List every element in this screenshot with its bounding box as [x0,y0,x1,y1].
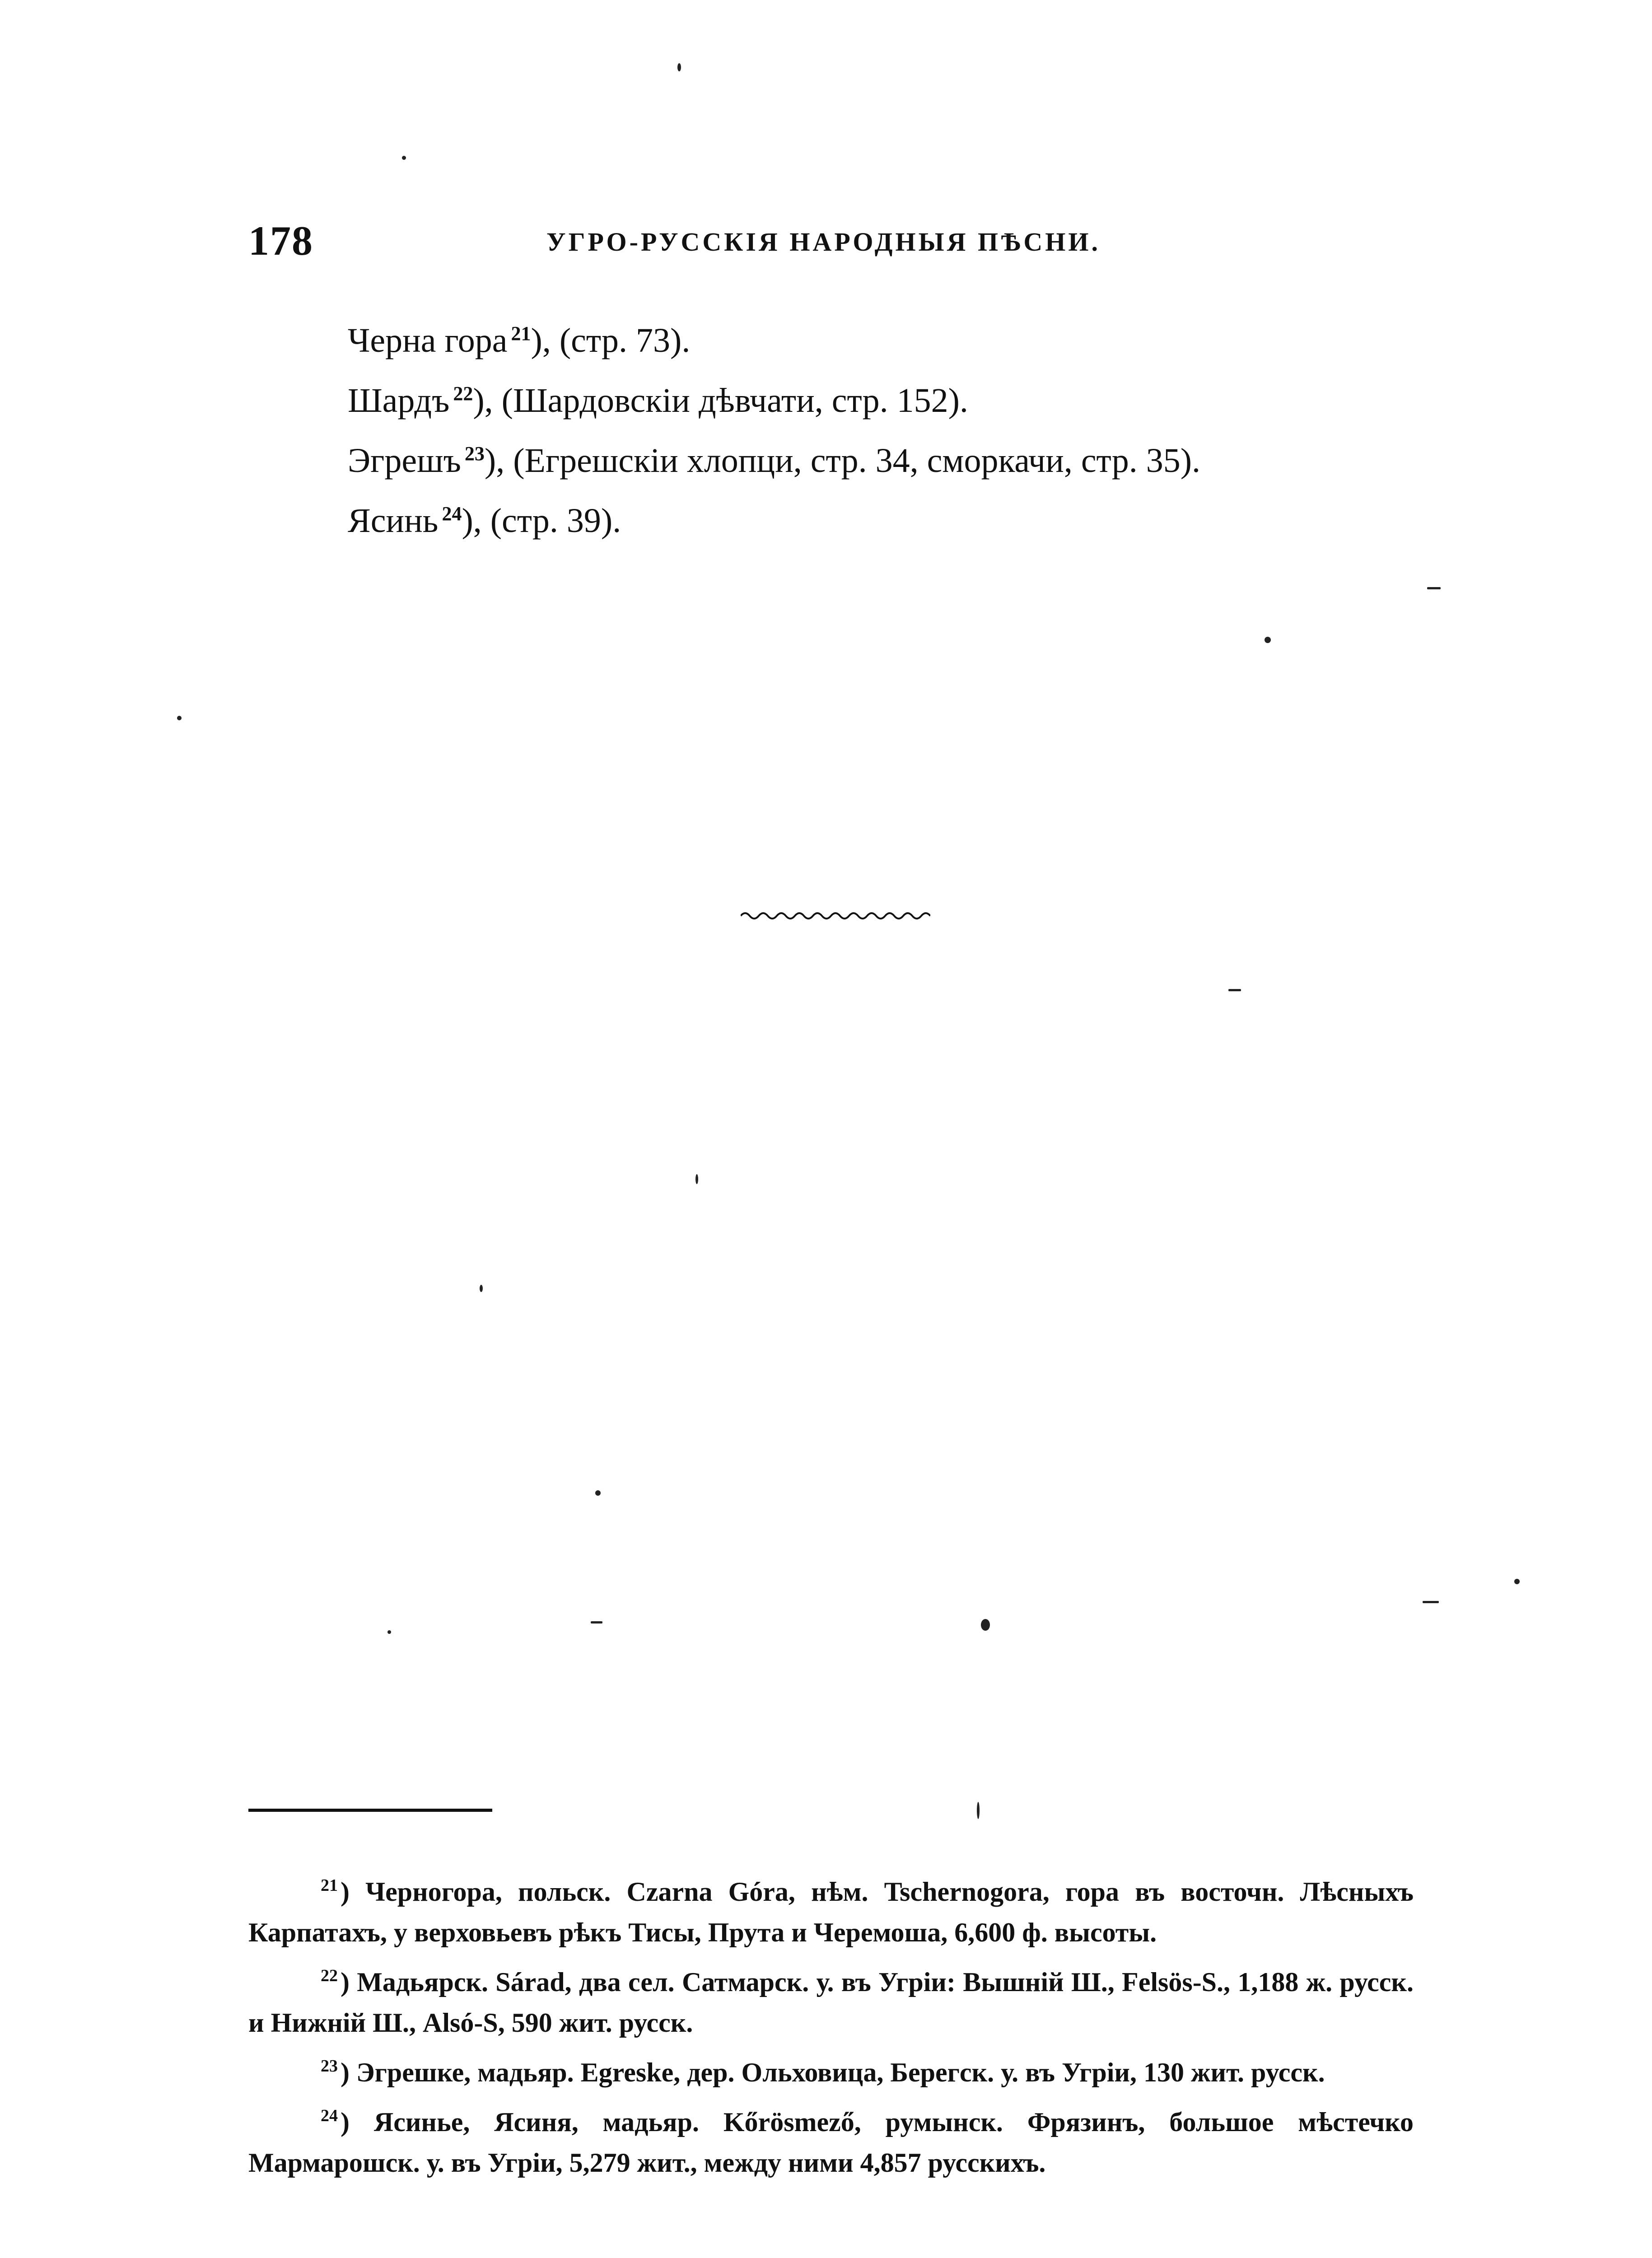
footnote [248,1955,1414,2043]
place-entry [348,367,1386,427]
scan-speck [1514,1579,1520,1584]
page-header [248,217,1414,271]
scan-speck [387,1630,391,1634]
place-reference: ), (стр. 73). [531,322,691,359]
footnote-text: ) Эгрешке, мадьяр. Egreske, дер. Ольховица, Берегск. у. въ Угріи, 130 жит. русск. [341,2057,1325,2087]
scan-speck [595,1490,601,1496]
scan-speck [695,1174,698,1184]
scan-speck [1427,587,1441,589]
scan-speck [402,156,406,160]
place-name: Ясинь [348,502,439,540]
scan-speck [977,1802,980,1819]
footnote-text: ) Мадьярск. Sárad, два сел. Сатмарск. у. въ Угріи: Вышній Ш., Felsös-S., 1,188 ж. русск. и Нижній Ш., Alsó-S, 590 жит. русск. [248,1967,1414,2038]
place-list [348,307,1386,547]
scan-speck [1228,989,1241,991]
place-entry [348,487,1386,547]
scan-speck [677,63,681,71]
place-name: Шардъ [348,382,450,420]
place-name: Черна гора [348,322,508,359]
footnote [248,1865,1414,1953]
place-reference: ), (Шардовскіи дѣвчати, стр. 152). [473,382,968,420]
section-end-ornament [741,908,930,924]
footnote-rule [248,1809,492,1812]
footnotes [248,1865,1414,2183]
place-name: Эгрешъ [348,442,461,480]
footnote-number: 21 [321,1876,338,1895]
scan-speck [591,1621,602,1624]
footnote-text: ) Черногора, польск. Czarna Góra, нѣм. Tschernogora, гора въ восточн. Лѣсныхъ Карпатахъ, у верховьевъ рѣкъ Тисы, Прута и Черемоша, 6,600 ф. высоты. [248,1877,1414,1947]
scan-speck [480,1285,483,1292]
footnote-number: 22 [321,1966,338,1985]
scan-speck [177,716,182,720]
footnote [248,2046,1414,2093]
footnote-ref: 23 [464,443,485,465]
place-entry [348,307,1386,367]
scan-speck [981,1619,990,1631]
running-title: УГРО-РУССКІЯ НАРОДНЫЯ ПѢСНИ. [546,227,1101,257]
footnote [248,2095,1414,2183]
footnote-ref: 22 [453,383,473,405]
footnote-ref: 21 [511,322,531,345]
place-reference: ), (Егрешскіи хлопци, стр. 34, сморкачи, стр. 35). [484,442,1200,480]
footnote-text: ) Ясинье, Ясиня, мадьяр. Kőrösmező, румынск. Фрязинъ, большое мѣстечко Мармарошск. у. въ Угріи, 5,279 жит., между ними 4,857 русскихъ. [248,2107,1414,2178]
place-reference: ), (стр. 39). [462,502,621,540]
page-number: 178 [248,218,313,264]
scan-speck [1265,637,1271,643]
scan-speck [1423,1601,1439,1603]
footnote-number: 24 [321,2106,338,2125]
footnote-ref: 24 [442,503,462,525]
place-entry [348,427,1386,487]
footnote-number: 23 [321,2057,338,2076]
